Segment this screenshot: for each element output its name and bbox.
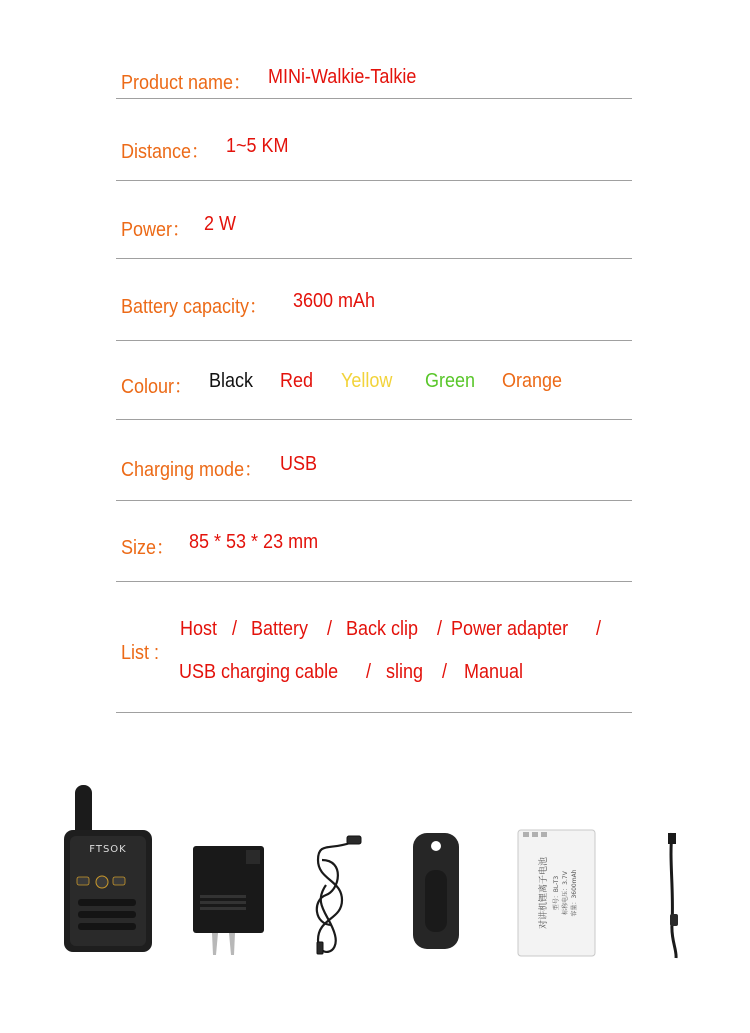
battery-label-voltage: 标称电压：3.7V	[562, 871, 569, 915]
divider	[116, 180, 632, 181]
list-separator: /	[596, 618, 602, 640]
battery-label-model: 型号：BL-T3	[553, 875, 560, 911]
list-separator: /	[437, 618, 443, 640]
colour-option-orange: Orange	[502, 370, 563, 392]
list-separator: /	[366, 661, 372, 683]
battery-label: Battery capacity：	[121, 296, 268, 318]
divider	[116, 258, 632, 259]
sling-image	[668, 833, 678, 958]
colour-option-yellow: Yellow	[341, 370, 393, 392]
list-item-usb-cable: USB charging cable	[179, 661, 339, 683]
list-label: List :	[121, 642, 160, 664]
size-label: Size：	[121, 537, 175, 559]
battery-label-capacity: 容量：3600mAh	[571, 869, 578, 917]
colour-label: Colour：	[121, 376, 193, 398]
battery-value: 3600 mAh	[293, 290, 376, 312]
product-photos	[0, 770, 750, 1000]
list-item-battery: Battery	[251, 618, 309, 640]
divider	[116, 98, 632, 99]
walkie-talkie-image	[64, 785, 152, 952]
list-separator: /	[327, 618, 333, 640]
colour-option-black: Black	[209, 370, 254, 392]
back-clip-image	[413, 833, 459, 949]
charging-label: Charging mode：	[121, 459, 263, 481]
list-separator: /	[232, 618, 238, 640]
charging-value: USB	[280, 453, 318, 475]
divider	[116, 340, 632, 341]
product-name-label: Product name：	[121, 72, 252, 94]
list-item-host: Host	[180, 618, 218, 640]
list-item-back-clip: Back clip	[346, 618, 419, 640]
colour-option-green: Green	[425, 370, 476, 392]
divider	[116, 500, 632, 501]
power-value: 2 W	[204, 213, 237, 235]
radio-brand: FTSOK	[89, 844, 127, 855]
list-item-manual: Manual	[464, 661, 524, 683]
list-item-power-adapter: Power adapter	[451, 618, 569, 640]
list-item-sling: sling	[386, 661, 424, 683]
divider	[116, 712, 632, 713]
divider	[116, 581, 632, 582]
power-label: Power：	[121, 219, 191, 241]
product-name-value: MINi-Walkie-Talkie	[268, 66, 417, 88]
battery-image	[518, 830, 595, 956]
usb-cable-image	[317, 836, 361, 954]
size-value: 85 * 53 * 23 mm	[189, 531, 319, 553]
divider	[116, 419, 632, 420]
battery-label-title: 对讲机锂离子电池	[539, 856, 549, 930]
colour-option-red: Red	[280, 370, 314, 392]
distance-value: 1~5 KM	[226, 135, 289, 157]
distance-label: Distance：	[121, 141, 210, 163]
list-separator: /	[442, 661, 448, 683]
power-adapter-image	[193, 846, 264, 955]
